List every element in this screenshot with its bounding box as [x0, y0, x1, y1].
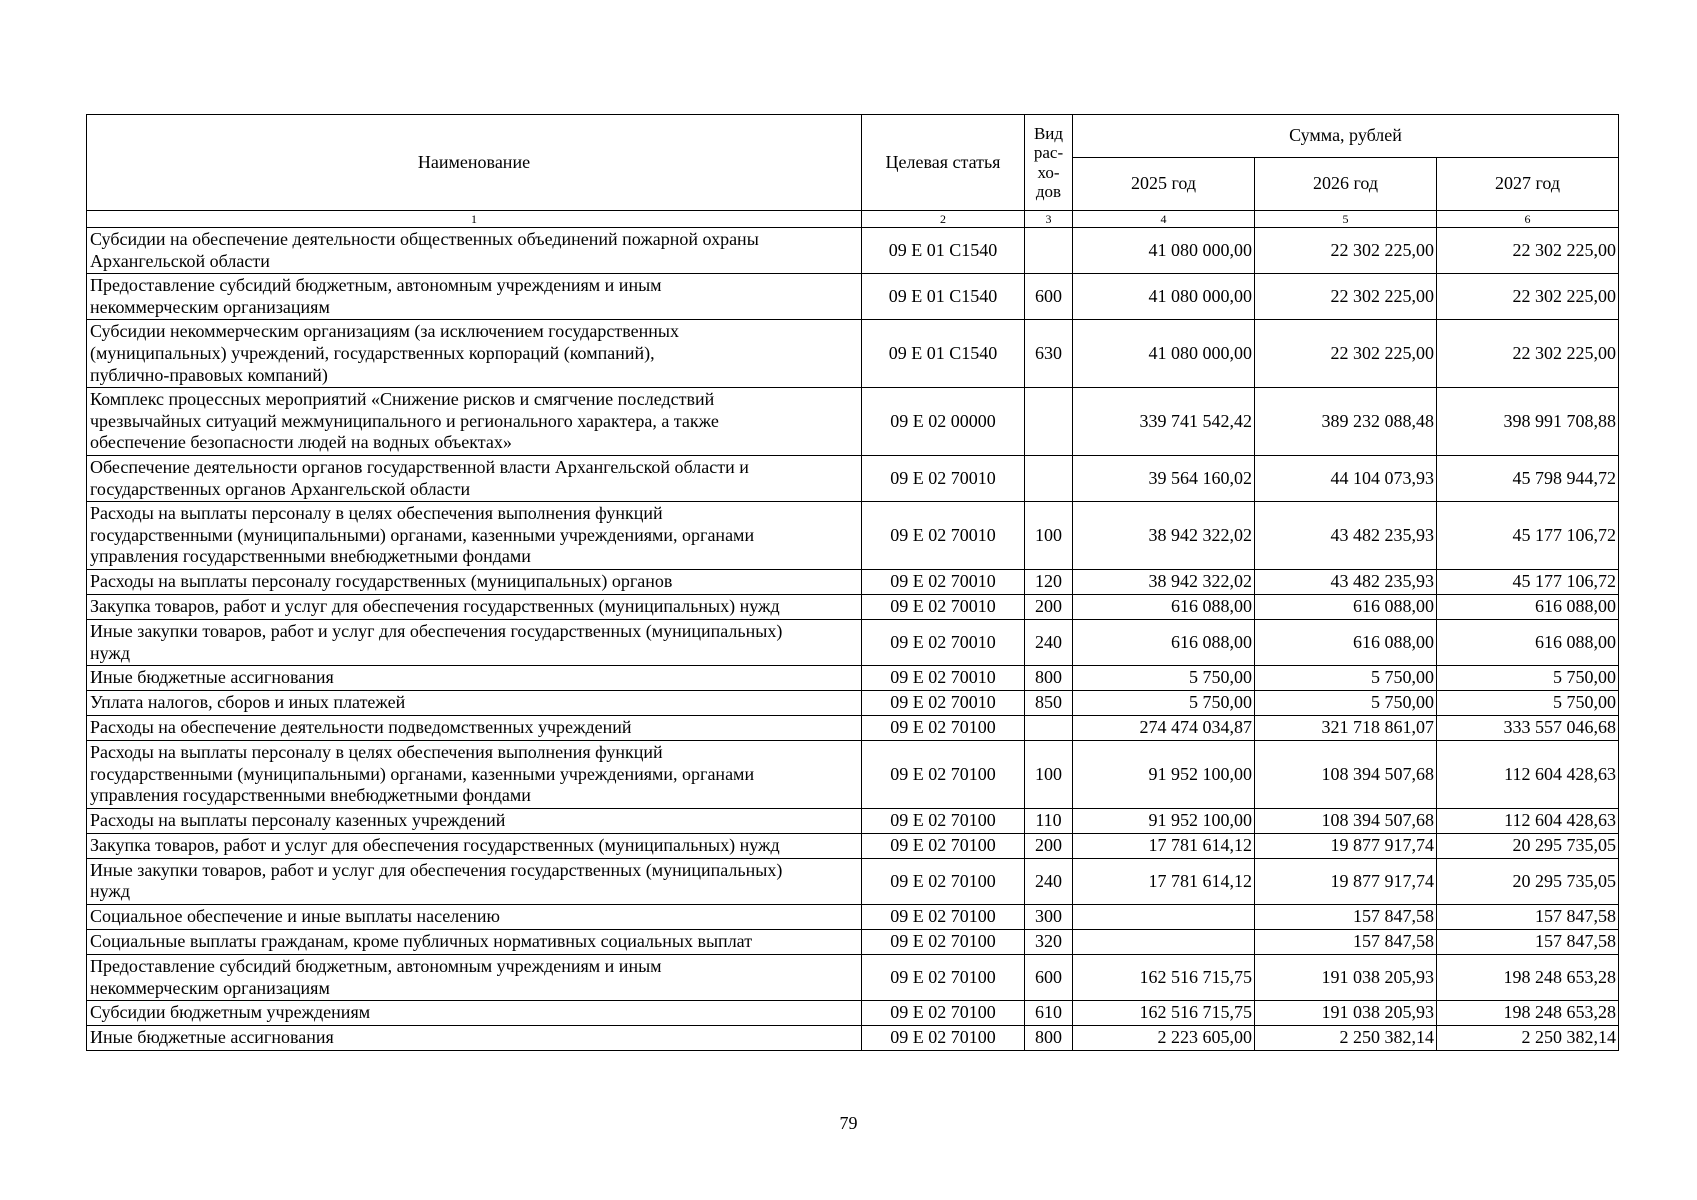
row-amount-2025: 616 088,00	[1073, 619, 1255, 665]
row-amount-2026: 19 877 917,74	[1255, 833, 1437, 858]
header-target-article: Целевая статья	[862, 115, 1025, 211]
row-amount-2027: 333 557 046,68	[1437, 716, 1619, 741]
row-amount-2027: 22 302 225,00	[1437, 274, 1619, 320]
row-name-line: государственных органов Архангельской области	[90, 478, 471, 499]
row-amount-2026: 22 302 225,00	[1255, 228, 1437, 274]
row-amount-2027: 5 750,00	[1437, 666, 1619, 691]
row-target-article: 09 Е 02 70100	[862, 930, 1025, 955]
column-number: 1	[87, 211, 862, 228]
row-target-article: 09 Е 02 70010	[862, 594, 1025, 619]
row-amount-2027: 45 177 106,72	[1437, 569, 1619, 594]
row-name-line: Субсидии некоммерческим организациям (за исключением государственных	[90, 321, 680, 342]
row-name-line: Комплекс процессных мероприятий «Снижение рисков и смягчение последствий	[90, 389, 715, 410]
row-expense-type: 800	[1025, 666, 1073, 691]
row-amount-2025: 91 952 100,00	[1073, 808, 1255, 833]
row-amount-2025: 39 564 160,02	[1073, 455, 1255, 501]
table-row	[87, 320, 1619, 388]
header-year-2025: 2025 год	[1073, 158, 1255, 211]
row-target-article: 09 Е 02 70010	[862, 666, 1025, 691]
row-name	[87, 833, 862, 858]
table-row	[87, 955, 1619, 1001]
row-expense-type: 200	[1025, 833, 1073, 858]
row-name	[87, 274, 862, 320]
row-amount-2025: 41 080 000,00	[1073, 274, 1255, 320]
row-amount-2025: 5 750,00	[1073, 691, 1255, 716]
row-amount-2027: 112 604 428,63	[1437, 808, 1619, 833]
table-row	[87, 502, 1619, 570]
row-target-article: 09 Е 02 70010	[862, 502, 1025, 570]
table-row	[87, 833, 1619, 858]
row-target-article: 09 Е 02 70100	[862, 741, 1025, 809]
row-target-article: 09 Е 02 70100	[862, 858, 1025, 904]
column-numbers-row	[87, 211, 1619, 228]
row-amount-2025: 339 741 542,42	[1073, 388, 1255, 456]
row-amount-2026: 108 394 507,68	[1255, 808, 1437, 833]
row-name-line: Иные закупки товаров, работ и услуг для обеспечения государственных (муниципальных)	[90, 620, 783, 641]
row-name	[87, 594, 862, 619]
row-target-article: 09 Е 02 70100	[862, 905, 1025, 930]
table-row	[87, 905, 1619, 930]
row-expense-type	[1025, 228, 1073, 274]
row-amount-2027: 157 847,58	[1437, 930, 1619, 955]
row-name	[87, 666, 862, 691]
row-amount-2025: 162 516 715,75	[1073, 955, 1255, 1001]
row-name-line: Уплата налогов, сборов и иных платежей	[90, 692, 406, 713]
row-amount-2026: 616 088,00	[1255, 594, 1437, 619]
row-amount-2025: 38 942 322,02	[1073, 502, 1255, 570]
column-number: 6	[1437, 211, 1619, 228]
row-name	[87, 1026, 862, 1051]
row-amount-2025: 17 781 614,12	[1073, 858, 1255, 904]
column-number: 4	[1073, 211, 1255, 228]
row-name-line: Предоставление субсидий бюджетным, автономным учреждениям и иным	[90, 956, 662, 977]
row-name	[87, 955, 862, 1001]
page-number: 79	[839, 1113, 858, 1133]
row-target-article: 09 Е 02 70010	[862, 569, 1025, 594]
row-amount-2025: 2 223 605,00	[1073, 1026, 1255, 1051]
row-amount-2027: 45 177 106,72	[1437, 502, 1619, 570]
row-name-line: государственными (муниципальными) органами, казенными учреждениями, органами	[90, 763, 755, 784]
row-name-line: (муниципальных) учреждений, государственных корпораций (компаний),	[90, 342, 655, 363]
row-name	[87, 388, 862, 456]
table-row	[87, 1026, 1619, 1051]
row-name-line: Предоставление субсидий бюджетным, автономным учреждениям и иным	[90, 275, 662, 296]
row-amount-2025: 162 516 715,75	[1073, 1001, 1255, 1026]
row-name-line: Социальное обеспечение и иные выплаты населению	[90, 906, 500, 927]
row-name-line: публично-правовых компаний)	[90, 364, 328, 385]
row-target-article: 09 Е 02 70100	[862, 716, 1025, 741]
row-target-article: 09 Е 02 70100	[862, 955, 1025, 1001]
row-amount-2027: 616 088,00	[1437, 619, 1619, 665]
row-amount-2026: 616 088,00	[1255, 619, 1437, 665]
row-amount-2026: 389 232 088,48	[1255, 388, 1437, 456]
row-expense-type: 100	[1025, 502, 1073, 570]
row-name	[87, 930, 862, 955]
row-target-article: 09 Е 02 70010	[862, 455, 1025, 501]
row-name-line: Расходы на выплаты персоналу государственных (муниципальных) органов	[90, 571, 673, 592]
row-expense-type: 850	[1025, 691, 1073, 716]
table-row	[87, 691, 1619, 716]
row-amount-2026: 157 847,58	[1255, 930, 1437, 955]
row-name-line: некоммерческим организациям	[90, 977, 330, 998]
row-amount-2026: 43 482 235,93	[1255, 569, 1437, 594]
row-amount-2027: 22 302 225,00	[1437, 228, 1619, 274]
row-name	[87, 320, 862, 388]
row-amount-2027: 157 847,58	[1437, 905, 1619, 930]
column-number: 3	[1025, 211, 1073, 228]
row-name	[87, 691, 862, 716]
row-target-article: 09 Е 02 00000	[862, 388, 1025, 456]
row-amount-2025: 616 088,00	[1073, 594, 1255, 619]
row-target-article: 09 Е 02 70100	[862, 833, 1025, 858]
table-row	[87, 455, 1619, 501]
row-amount-2025: 91 952 100,00	[1073, 741, 1255, 809]
row-amount-2026: 22 302 225,00	[1255, 274, 1437, 320]
row-amount-2026: 5 750,00	[1255, 666, 1437, 691]
row-amount-2026: 43 482 235,93	[1255, 502, 1437, 570]
row-expense-type: 320	[1025, 930, 1073, 955]
row-name-line: Расходы на выплаты персоналу в целях обеспечения выполнения функций	[90, 742, 663, 763]
row-expense-type	[1025, 455, 1073, 501]
row-name-line: управления государственными внебюджетными фондами	[90, 785, 531, 806]
table-row	[87, 930, 1619, 955]
row-amount-2027: 398 991 708,88	[1437, 388, 1619, 456]
row-expense-type: 610	[1025, 1001, 1073, 1026]
row-name-line: Субсидии бюджетным учреждениям	[90, 1002, 371, 1023]
row-amount-2025	[1073, 905, 1255, 930]
row-name-line: Расходы на обеспечение деятельности подведомственных учреждений	[90, 717, 632, 738]
table-header	[87, 115, 1619, 228]
row-amount-2025: 5 750,00	[1073, 666, 1255, 691]
row-amount-2026: 321 718 861,07	[1255, 716, 1437, 741]
row-amount-2026: 22 302 225,00	[1255, 320, 1437, 388]
row-expense-type: 110	[1025, 808, 1073, 833]
header-name: Наименование	[87, 115, 862, 211]
row-amount-2026: 157 847,58	[1255, 905, 1437, 930]
header-year-2026: 2026 год	[1255, 158, 1437, 211]
row-name-line: Субсидии на обеспечение деятельности общественных объединений пожарной охраны	[90, 229, 759, 249]
header-expense-type-line: Вид	[1033, 124, 1064, 144]
row-target-article: 09 Е 02 70100	[862, 1026, 1025, 1051]
row-expense-type	[1025, 388, 1073, 456]
column-number: 5	[1255, 211, 1437, 228]
row-name-line: Иные бюджетные ассигнования	[90, 667, 334, 688]
row-name	[87, 716, 862, 741]
table-row	[87, 741, 1619, 809]
header-sum: Сумма, рублей	[1073, 115, 1619, 158]
row-name-line: Расходы на выплаты персоналу в целях обеспечения выполнения функций	[90, 503, 663, 524]
table-row	[87, 808, 1619, 833]
row-name-line: обеспечение безопасности людей на водных объектах»	[90, 432, 512, 453]
row-name-line: Социальные выплаты гражданам, кроме публичных нормативных социальных выплат	[90, 931, 753, 952]
row-name	[87, 1001, 862, 1026]
row-name	[87, 808, 862, 833]
row-name-line: нужд	[90, 881, 130, 902]
row-name-line: Обеспечение деятельности органов государственной власти Архангельской области и	[90, 456, 749, 477]
row-expense-type: 630	[1025, 320, 1073, 388]
row-name	[87, 502, 862, 570]
budget-table	[86, 114, 1619, 1051]
row-name	[87, 741, 862, 809]
row-name-line: Закупка товаров, работ и услуг для обеспечения государственных (муниципальных) нужд	[90, 835, 780, 856]
table-row	[87, 228, 1619, 274]
table-row	[87, 666, 1619, 691]
row-amount-2027: 20 295 735,05	[1437, 833, 1619, 858]
row-amount-2027: 2 250 382,14	[1437, 1026, 1619, 1051]
row-expense-type: 120	[1025, 569, 1073, 594]
row-expense-type: 800	[1025, 1026, 1073, 1051]
row-expense-type: 600	[1025, 955, 1073, 1001]
row-amount-2025: 38 942 322,02	[1073, 569, 1255, 594]
row-expense-type: 240	[1025, 619, 1073, 665]
row-expense-type: 200	[1025, 594, 1073, 619]
row-amount-2026: 19 877 917,74	[1255, 858, 1437, 904]
table-row	[87, 569, 1619, 594]
row-amount-2026: 5 750,00	[1255, 691, 1437, 716]
row-amount-2026: 2 250 382,14	[1255, 1026, 1437, 1051]
row-amount-2027: 45 798 944,72	[1437, 455, 1619, 501]
row-amount-2027: 22 302 225,00	[1437, 320, 1619, 388]
row-target-article: 09 Е 01 С1540	[862, 274, 1025, 320]
row-expense-type: 600	[1025, 274, 1073, 320]
row-amount-2027: 198 248 653,28	[1437, 1001, 1619, 1026]
row-target-article: 09 Е 02 70100	[862, 808, 1025, 833]
row-amount-2026: 44 104 073,93	[1255, 455, 1437, 501]
row-target-article: 09 Е 02 70010	[862, 619, 1025, 665]
header-year-2027: 2027 год	[1437, 158, 1619, 211]
row-name-line: Иные закупки товаров, работ и услуг для обеспечения государственных (муниципальных)	[90, 859, 783, 880]
row-amount-2026: 191 038 205,93	[1255, 955, 1437, 1001]
row-amount-2025	[1073, 930, 1255, 955]
row-name-line: Закупка товаров, работ и услуг для обеспечения государственных (муниципальных) нужд	[90, 596, 780, 617]
table-row	[87, 619, 1619, 665]
row-name-line: Иные бюджетные ассигнования	[90, 1027, 334, 1048]
row-name-line: некоммерческим организациям	[90, 296, 330, 317]
row-name	[87, 619, 862, 665]
row-amount-2025: 274 474 034,87	[1073, 716, 1255, 741]
row-target-article: 09 Е 01 С1540	[862, 320, 1025, 388]
row-name-line: чрезвычайных ситуаций межмуниципального и регионального характера, а также	[90, 410, 719, 431]
table-row	[87, 1001, 1619, 1026]
row-amount-2027: 20 295 735,05	[1437, 858, 1619, 904]
row-expense-type: 300	[1025, 905, 1073, 930]
row-name	[87, 858, 862, 904]
row-amount-2027: 198 248 653,28	[1437, 955, 1619, 1001]
row-amount-2026: 191 038 205,93	[1255, 1001, 1437, 1026]
row-expense-type	[1025, 716, 1073, 741]
row-amount-2025: 17 781 614,12	[1073, 833, 1255, 858]
row-target-article: 09 Е 02 70100	[862, 1001, 1025, 1026]
row-name-line: управления государственными внебюджетными фондами	[90, 546, 531, 567]
header-expense-type-line: хо-	[1037, 162, 1060, 182]
row-amount-2026: 108 394 507,68	[1255, 741, 1437, 809]
column-number: 2	[862, 211, 1025, 228]
table-row	[87, 716, 1619, 741]
row-amount-2027: 112 604 428,63	[1437, 741, 1619, 809]
row-name-line: Расходы на выплаты персоналу казенных учреждений	[90, 810, 506, 831]
row-amount-2027: 616 088,00	[1437, 594, 1619, 619]
row-target-article: 09 Е 02 70010	[862, 691, 1025, 716]
header-expense-type-line: рас-	[1033, 143, 1064, 163]
row-name-line: нужд	[90, 642, 130, 663]
row-expense-type: 240	[1025, 858, 1073, 904]
header-expense-type-line: дов	[1035, 181, 1062, 201]
row-name-line: Архангельской области	[90, 250, 270, 271]
row-amount-2025: 41 080 000,00	[1073, 320, 1255, 388]
header-expense-type	[1025, 115, 1073, 211]
row-name	[87, 905, 862, 930]
row-name	[87, 455, 862, 501]
table-row	[87, 388, 1619, 456]
row-expense-type: 100	[1025, 741, 1073, 809]
row-name	[87, 228, 862, 274]
row-amount-2027: 5 750,00	[1437, 691, 1619, 716]
table-row	[87, 274, 1619, 320]
table-row	[87, 858, 1619, 904]
row-amount-2025: 41 080 000,00	[1073, 228, 1255, 274]
row-name	[87, 569, 862, 594]
table-row	[87, 594, 1619, 619]
row-name-line: государственными (муниципальными) органами, казенными учреждениями, органами	[90, 524, 755, 545]
table-body	[87, 228, 1619, 1051]
row-target-article: 09 Е 01 С1540	[862, 228, 1025, 274]
